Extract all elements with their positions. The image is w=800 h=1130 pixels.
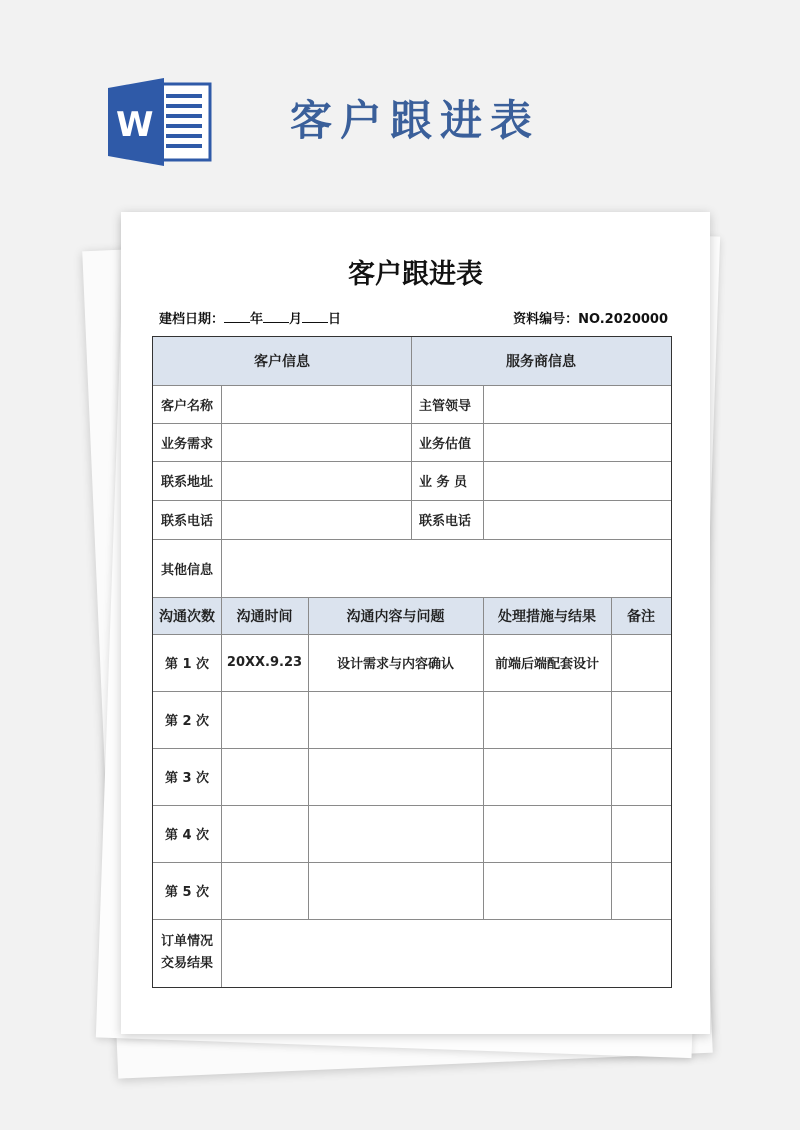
order-status-label — [153, 919, 221, 987]
row-time-cell[interactable]: 20XX.9.23 — [226, 655, 303, 670]
file-number — [513, 308, 668, 327]
column-header-result: 处理措施与结果 — [498, 608, 596, 625]
business-estimate-field[interactable] — [484, 424, 671, 461]
column-header-remark: 备注 — [627, 608, 655, 625]
row-time-cell[interactable] — [221, 748, 308, 805]
row-count-cell: 第 1 次 — [164, 657, 210, 672]
row-result-cell[interactable]: 前端后端配套设计 — [494, 657, 599, 672]
page-title: 客户跟进表 — [290, 96, 541, 145]
order-status-line: 订单情况 — [161, 934, 214, 949]
row-remark-cell[interactable] — [611, 862, 671, 919]
provider-phone-label: 联系电话 — [419, 514, 472, 529]
contact-address-label: 联系地址 — [161, 475, 214, 490]
customer-name-field[interactable] — [222, 386, 411, 423]
row-content-cell[interactable] — [308, 805, 483, 862]
row-count-cell: 第 5 次 — [164, 885, 210, 900]
follow-up-table — [152, 336, 672, 988]
customer-name-label: 客户名称 — [161, 398, 214, 414]
provider-phone-field[interactable] — [484, 501, 671, 539]
row-remark-cell[interactable] — [611, 634, 671, 691]
business-need-label: 业务需求 — [161, 436, 214, 452]
row-content-cell[interactable] — [308, 691, 483, 748]
customer-info-header: 客户信息 — [254, 354, 310, 370]
word-logo-letter: W — [116, 105, 154, 145]
day-label: 日 — [328, 312, 342, 327]
row-content-cell[interactable] — [308, 862, 483, 919]
salesperson-label: 业 务 员 — [419, 475, 468, 490]
business-need-field[interactable] — [222, 424, 411, 461]
row-time-cell[interactable] — [221, 805, 308, 862]
month-label: 月 — [289, 312, 303, 327]
word-document-icon — [108, 78, 212, 166]
file-number-label: 资料编号： — [513, 312, 579, 327]
order-status-field[interactable] — [222, 920, 671, 987]
contact-phone-field[interactable] — [222, 501, 411, 539]
document-page — [121, 212, 710, 1034]
document-title: 客户跟进表 — [348, 259, 483, 290]
day-blank[interactable] — [302, 310, 328, 323]
supervisor-field[interactable] — [484, 386, 671, 423]
row-result-cell[interactable] — [483, 748, 611, 805]
column-header-content: 沟通内容与问题 — [346, 608, 445, 625]
provider-info-header: 服务商信息 — [506, 354, 576, 370]
column-header-count: 沟通次数 — [159, 608, 215, 625]
column-header-time: 沟通时间 — [236, 608, 293, 625]
business-estimate-label: 业务估值 — [419, 436, 472, 452]
row-count-cell: 第 2 次 — [164, 714, 210, 729]
year-label: 年 — [250, 312, 264, 327]
supervisor-label: 主管领导 — [419, 398, 472, 414]
row-time-cell[interactable] — [221, 691, 308, 748]
created-date-label: 建档日期： — [159, 312, 225, 327]
row-result-cell[interactable] — [483, 862, 611, 919]
row-result-cell[interactable] — [483, 691, 611, 748]
row-time-cell[interactable] — [221, 862, 308, 919]
month-blank[interactable] — [263, 310, 289, 323]
file-number-value: NO.2020000 — [578, 312, 668, 327]
other-info-field[interactable] — [222, 540, 671, 597]
created-date — [159, 308, 341, 327]
row-remark-cell[interactable] — [611, 691, 671, 748]
contact-address-field[interactable] — [222, 462, 411, 500]
contact-phone-label: 联系电话 — [161, 514, 214, 529]
row-content-cell[interactable] — [308, 748, 483, 805]
row-count-cell: 第 3 次 — [164, 771, 210, 786]
row-content-cell[interactable]: 设计需求与内容确认 — [336, 657, 454, 672]
salesperson-field[interactable] — [484, 462, 671, 500]
year-blank[interactable] — [224, 310, 250, 323]
other-info-label: 其他信息 — [161, 562, 214, 578]
row-remark-cell[interactable] — [611, 748, 671, 805]
row-remark-cell[interactable] — [611, 805, 671, 862]
order-result-line: 交易结果 — [161, 956, 214, 971]
row-count-cell: 第 4 次 — [164, 828, 210, 843]
row-result-cell[interactable] — [483, 805, 611, 862]
